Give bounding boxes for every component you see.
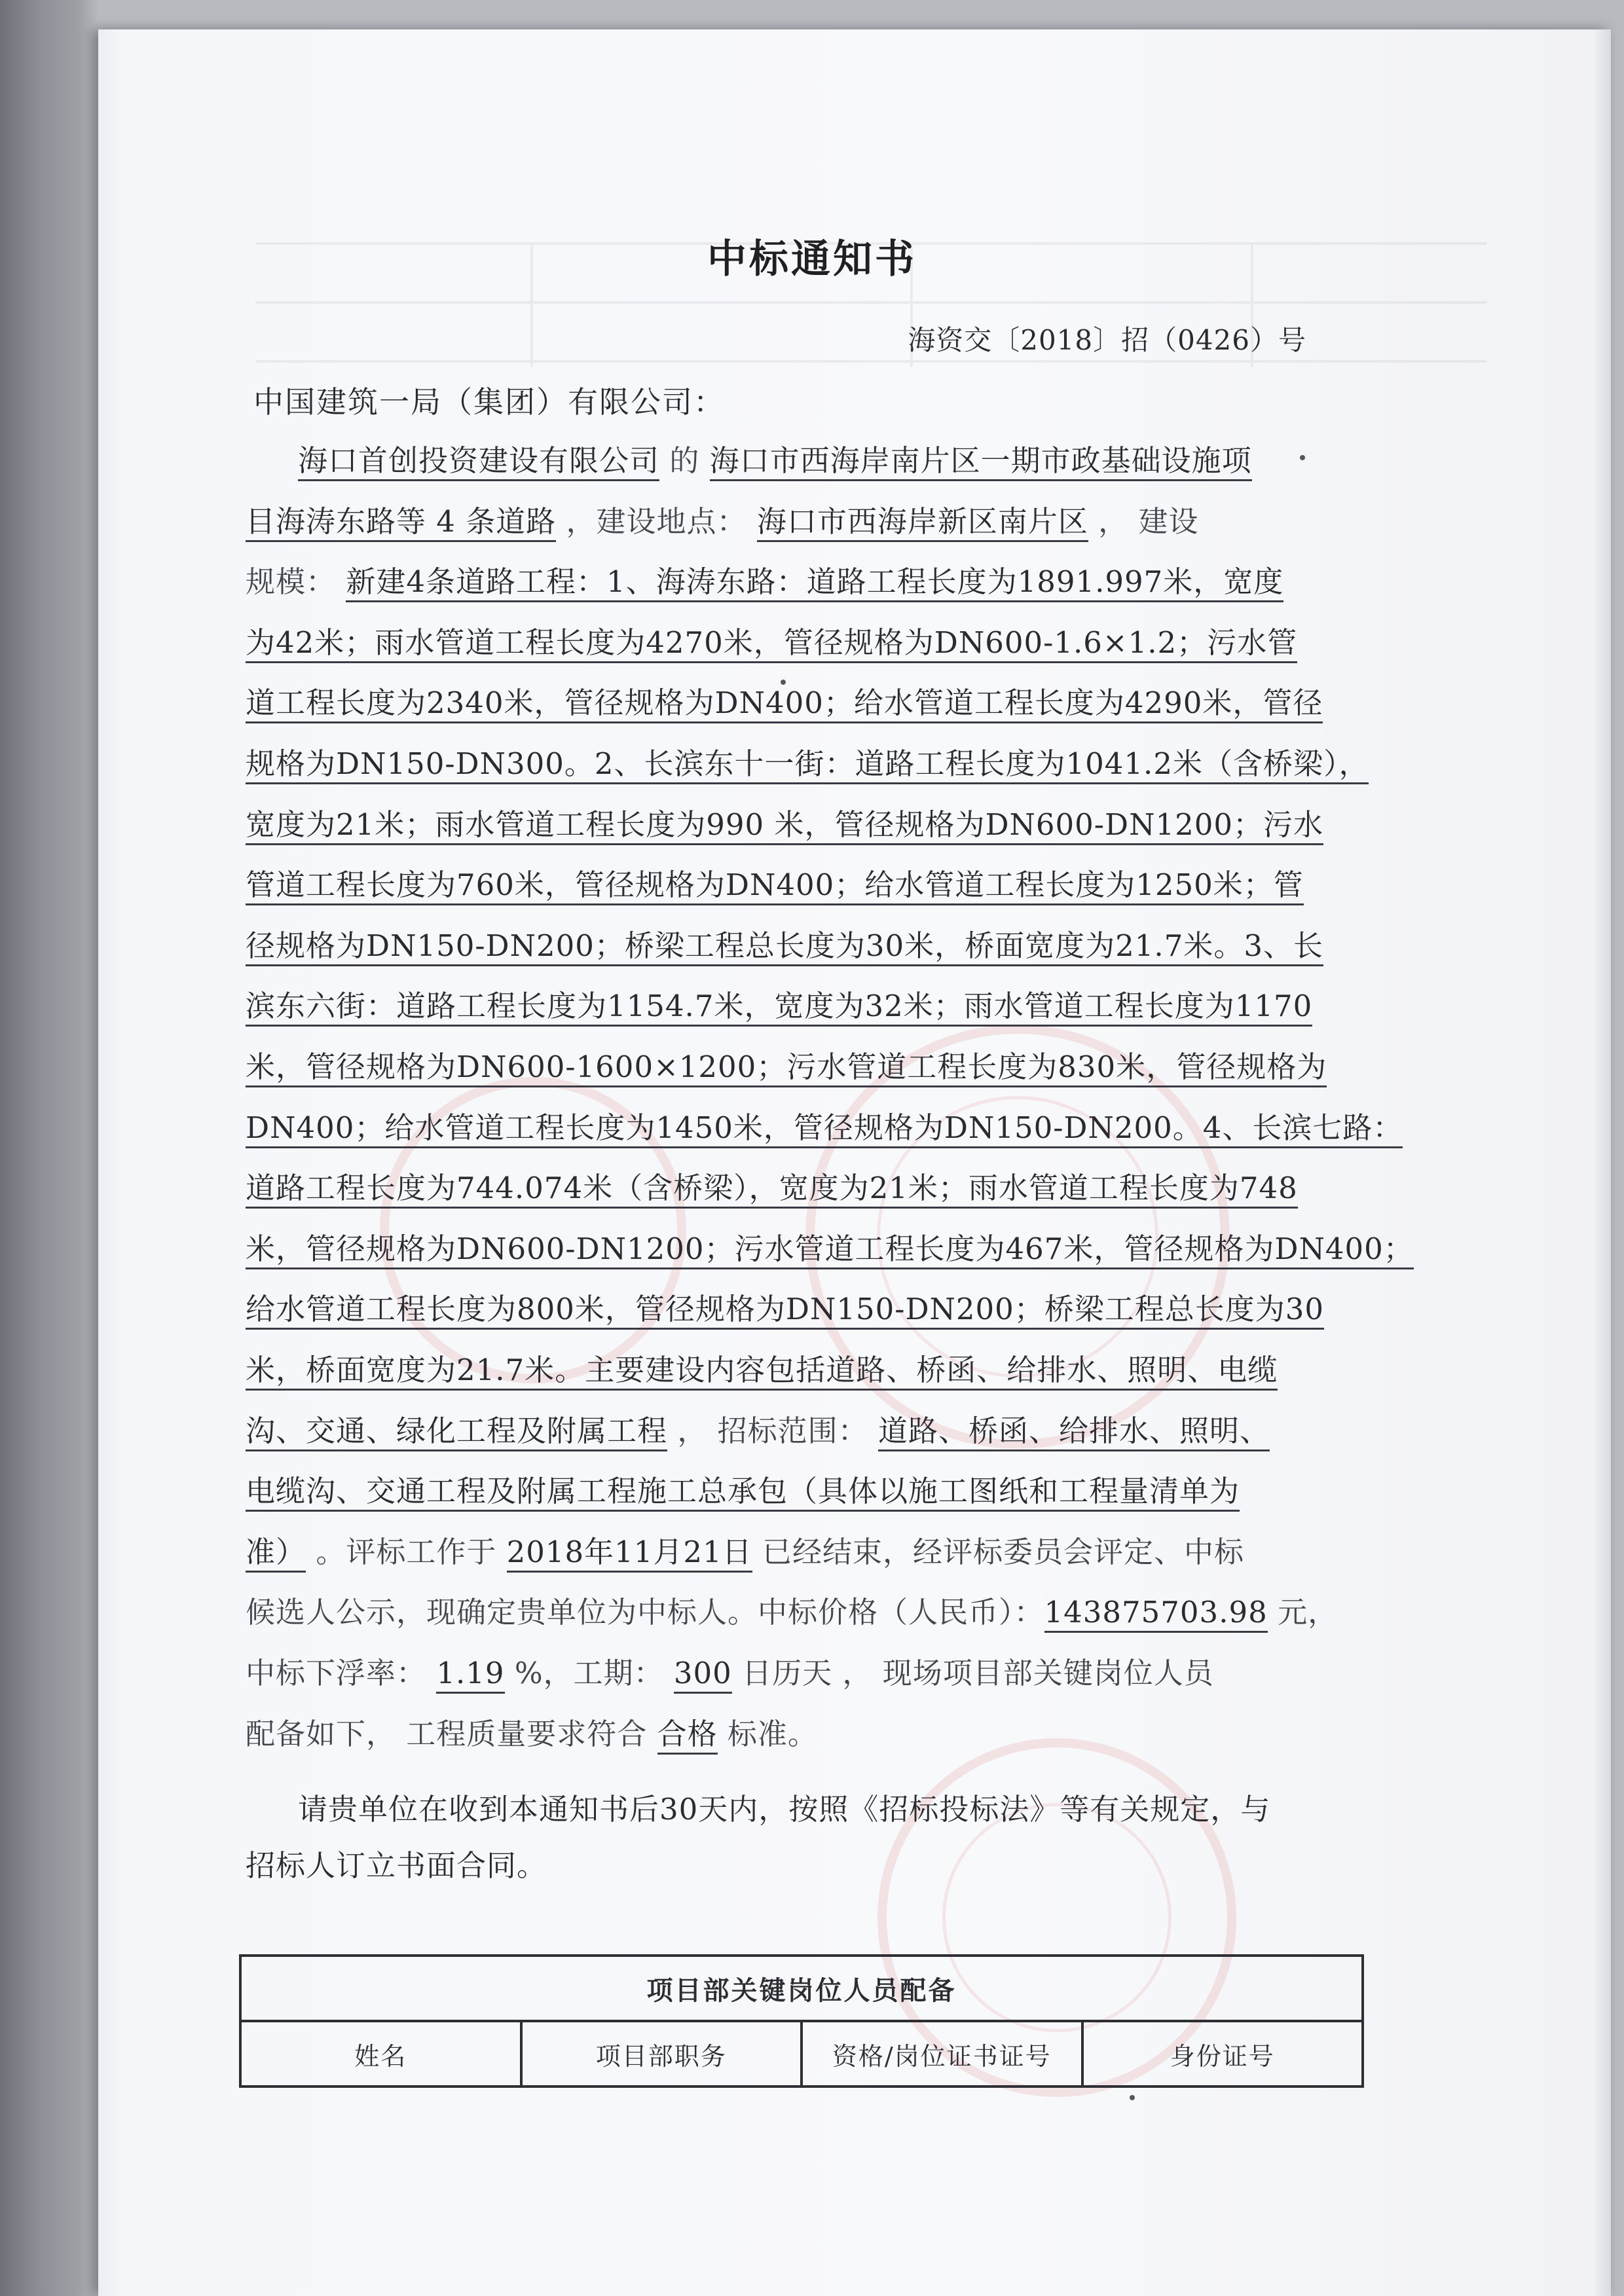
filled-field: 米，管径规格为DN600-DN1200；污水管道工程长度为467米，管径规格为DN400； — [246, 1231, 1414, 1269]
static-text: 标准。 — [717, 1717, 818, 1751]
table-header-cell: 姓名 — [240, 2021, 521, 2086]
filled-field: 米，桥面宽度为21.7米。主要建设内容包括道路、桥函、给排水、照明、电缆 — [246, 1353, 1278, 1391]
notice-line — [246, 1165, 1372, 1212]
notice-line — [246, 498, 1372, 545]
filled-field: 海口市西海岸南片区一期市政基础设施项 — [710, 443, 1252, 481]
scan-speck — [781, 680, 786, 685]
notice-line — [246, 1711, 1372, 1758]
filled-field: 目海涛东路等 4 条道路 — [246, 504, 556, 542]
filled-field: 给水管道工程长度为800米，管径规格为DN150-DN200；桥梁工程总长度为30 — [246, 1292, 1324, 1330]
filled-field: 管道工程长度为760米，管径规格为DN400；给水管道工程长度为1250米；管 — [246, 867, 1304, 905]
notice-line — [246, 558, 1372, 606]
static-text: 中标下浮率： — [246, 1656, 437, 1690]
closing-line: 招标人订立书面合同。 — [246, 1848, 547, 1883]
notice-line — [298, 437, 1424, 484]
staff-table-title: 项目部关键岗位人员配备 — [240, 1956, 1363, 2021]
document-number: 海资交〔2018〕招（0426）号 — [908, 324, 1306, 356]
notice-line — [246, 619, 1372, 666]
staff-table-header-row — [240, 2021, 1363, 2086]
filled-field: 143875703.98 — [1044, 1595, 1268, 1633]
filled-field: 为42米；雨水管道工程长度为4270米，管径规格为DN600-1.6×1.2；污水管 — [246, 625, 1297, 663]
filled-field: 道路工程长度为744.074米（含桥梁），宽度为21米；雨水管道工程长度为748 — [246, 1171, 1298, 1209]
static-text: 已经结束，经评标委员会评定、中标 — [752, 1535, 1244, 1569]
notice-line — [246, 680, 1372, 727]
notice-line — [246, 1468, 1372, 1515]
notice-line — [246, 983, 1372, 1030]
filled-field: 新建4条道路工程：1、海涛东路：道路工程长度为1891.997米，宽度 — [346, 564, 1283, 602]
table-header-cell: 资格/岗位证书证号 — [802, 2021, 1082, 2086]
table-header-cell: 项目部职务 — [521, 2021, 802, 2086]
static-text: %，工期： — [504, 1656, 674, 1690]
key-staff-table — [239, 1954, 1364, 2088]
filled-field: 电缆沟、交通工程及附属工程施工总承包（具体以施工图纸和工程量清单为 — [246, 1474, 1240, 1512]
static-text: 规模： — [246, 564, 346, 599]
filled-field: 道工程长度为2340米，管径规格为DN400；给水管道工程长度为4290米，管径 — [246, 685, 1323, 723]
static-text: 。评标工作于 — [306, 1535, 507, 1569]
notice-line — [246, 922, 1372, 970]
notice-line — [246, 1589, 1372, 1636]
notice-line — [246, 740, 1372, 788]
filled-field: 海口市西海岸新区南片区 — [757, 504, 1088, 542]
static-text: 配备如下， 工程质量要求符合 — [246, 1717, 657, 1751]
filled-field: DN400；给水管道工程长度为1450米，管径规格为DN150-DN200。4、长滨七路： — [246, 1110, 1403, 1148]
closing-line: 请贵单位在收到本通知书后30天内，按照《招标投标法》等有关规定，与 — [298, 1792, 1271, 1827]
notice-line — [246, 1347, 1372, 1394]
notice-line — [246, 862, 1372, 909]
notice-line — [246, 1286, 1372, 1333]
filled-field: 沟、交通、绿化工程及附属工程 — [246, 1413, 667, 1451]
filled-field: 米，管径规格为DN600-1600×1200；污水管道工程长度为830米，管径规格为 — [246, 1049, 1327, 1087]
filled-field: 宽度为21米；雨水管道工程长度为990 米，管径规格为DN600-DN1200；污水 — [246, 807, 1323, 845]
static-text: 的 — [659, 443, 710, 478]
filled-field: 径规格为DN150-DN200；桥梁工程总长度为30米，桥面宽度为21.7米。3、长 — [246, 928, 1323, 966]
notice-line — [246, 1408, 1372, 1455]
notice-line — [246, 1650, 1372, 1697]
notice-line — [246, 1104, 1403, 1152]
filled-field: 300 — [674, 1656, 732, 1694]
filled-field: 规格为DN150-DN300。2、长滨东十一街：道路工程长度为1041.2米（含桥梁）， — [246, 746, 1369, 784]
notice-line — [246, 1226, 1414, 1273]
filled-field: 2018年11月21日 — [507, 1535, 752, 1573]
filled-field: 道路、桥函、给排水、照明、 — [878, 1413, 1270, 1451]
static-text: ， 建设 — [1088, 504, 1199, 539]
table-header-cell: 身份证号 — [1082, 2021, 1363, 2086]
notice-line — [246, 1044, 1372, 1091]
notice-line — [246, 1529, 1372, 1576]
static-text: ，建设地点： — [556, 504, 757, 539]
static-text: 日历天 ， 现场项目部关键岗位人员 — [731, 1656, 1214, 1690]
filled-field: 1.19 — [436, 1656, 504, 1694]
scan-speck — [1130, 2095, 1135, 2100]
scan-speck — [1300, 455, 1305, 460]
document-title: 中标通知书 — [707, 236, 917, 282]
static-text: 元， — [1267, 1595, 1338, 1630]
filled-field: 海口首创投资建设有限公司 — [298, 443, 659, 481]
static-text: ， 招标范围： — [667, 1413, 878, 1448]
filled-field: 准） — [246, 1535, 306, 1573]
filled-field: 合格 — [657, 1717, 718, 1755]
filled-field: 滨东六街：道路工程长度为1154.7米，宽度为32米；雨水管道工程长度为1170 — [246, 989, 1312, 1027]
notice-line — [246, 801, 1372, 848]
page-edge — [1593, 29, 1611, 2296]
addressee: 中国建筑一局（集团）有限公司： — [253, 384, 725, 420]
static-text: 候选人公示，现确定贵单位为中标人。中标价格（人民币）： — [246, 1595, 1044, 1630]
